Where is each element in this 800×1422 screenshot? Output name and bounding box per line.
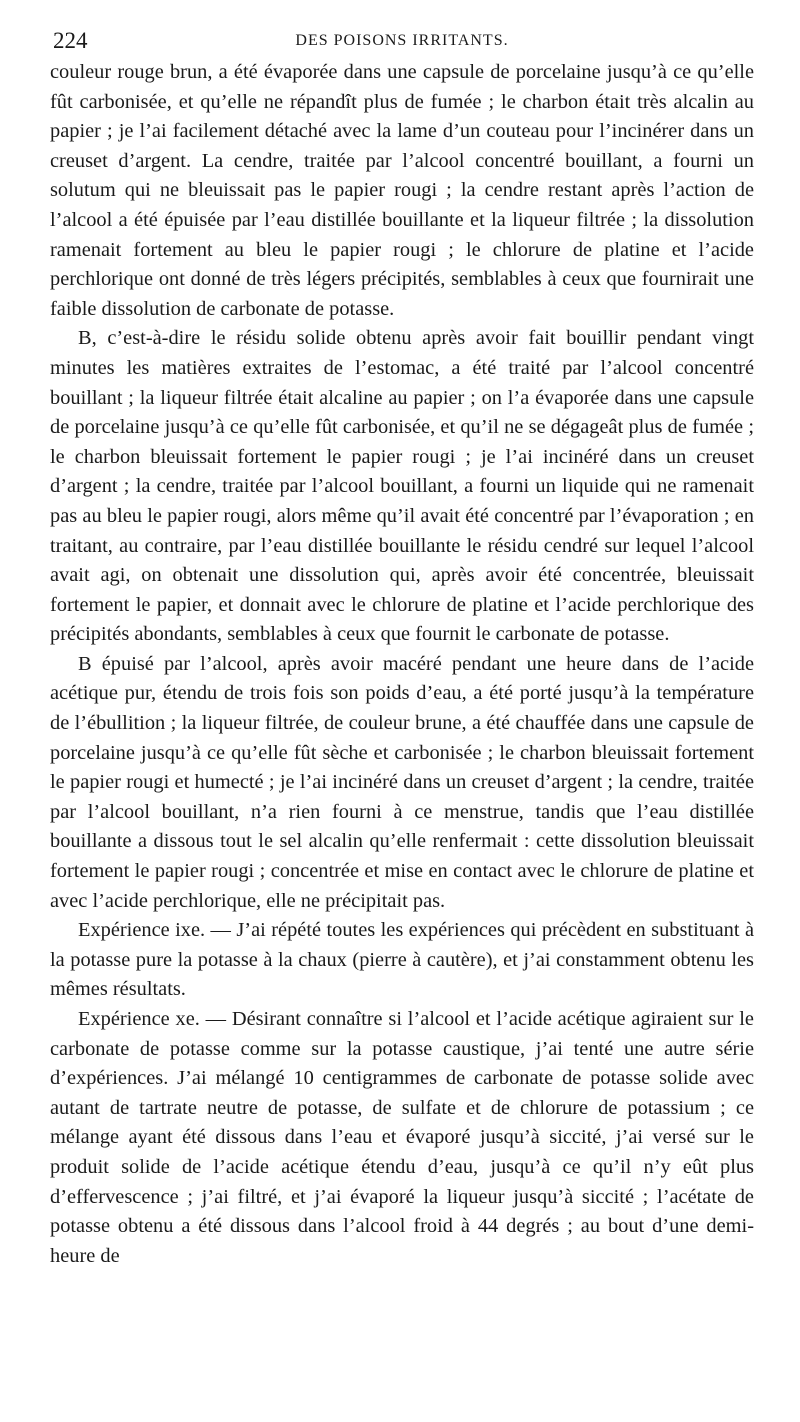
paragraph: Expérience xe. — Désirant connaître si l’alcool et l’acide acétique agiraient sur le carbonate de potasse comme sur la potasse caustique, j’ai tenté une autre série d’expériences. J’ai mélangé 10 centigrammes de carbonate de potasse solide avec autant de tartrate neutre de potasse, de sulfate et de chlorure de potassium ; ce mélange ayant été dissous dans l’eau et évaporé jusqu’à siccité, j’ai versé sur le produit solide de l’acide acétique étendu d’eau, jusqu’à ce qu’il n’y eût plus d’effervescence ; j’ai filtré, et j’ai évaporé la liqueur jusqu’à siccité ; l’acétate de potasse obtenu a été dissous dans l’alcool froid à 44 degrés ; au bout d’une demi-heure de <box>50 1008 754 1267</box>
book-page <box>50 22 754 1271</box>
page-header <box>50 22 754 58</box>
paragraph: couleur rouge brun, a été évaporée dans une capsule de porcelaine jusqu’à ce qu’elle fût carbonisée, et qu’elle ne répandît plus de fumée ; le charbon était très alcalin au papier ; je l’ai facilement détaché avec la lame d’un couteau pour l’incinérer dans un creuset d’argent. La cendre, traitée par l’alcool concentré bouillant, a fourni un solutum qui ne bleuissait pas le papier rougi ; la cendre restant après l’action de l’alcool a été épuisée par l’eau distillée bouillante et la liqueur filtrée ; la dissolution ramenait fortement au bleu le papier rougi ; le chlorure de platine et l’acide perchlorique ont donné de très légers précipités, semblables à ceux que fournirait une faible dissolution de carbonate de potasse. <box>50 61 754 320</box>
body-text <box>50 58 754 1271</box>
running-head: DES POISONS IRRITANTS. <box>295 32 509 49</box>
paragraph: B épuisé par l’alcool, après avoir macéré pendant une heure dans de l’acide acétique pur, étendu de trois fois son poids d’eau, a été porté jusqu’à la température de l’ébullition ; la liqueur filtrée, de couleur brune, a été chauffée dans une capsule de porcelaine jusqu’à ce qu’elle fût sèche et carbonisée ; le charbon bleuissait fortement le papier rougi et humecté ; je l’ai incinéré dans un creuset d’argent ; la cendre, traitée par l’alcool bouillant, n’a rien fourni à ce menstrue, tandis que l’eau distillée bouillante a dissous tout le sel alcalin qu’elle renfermait : cette dissolution bleuissait fortement le papier rougi ; concentrée et mise en contact avec le chlorure de platine et avec l’acide perchlorique, elle ne précipitait pas. <box>50 652 754 912</box>
paragraph: Expérience ixe. — J’ai répété toutes les expériences qui précèdent en substituant à la potasse pure la potasse à la chaux (pierre à cautère), et j’ai constamment obtenu les mêmes résultats. <box>50 919 754 1001</box>
page-number: 224 <box>53 28 88 53</box>
paragraph: B, c’est-à-dire le résidu solide obtenu après avoir fait bouillir pendant vingt minutes les matières extraites de l’estomac, a été traité par l’alcool concentré bouillant ; la liqueur filtrée était alcaline au papier ; on l’a évaporée dans une capsule de porcelaine jusqu’à ce qu’elle fût carbonisée, et qu’il ne se dégageât plus de fumée ; le charbon bleuissait fortement le papier rougi ; je l’ai incinéré dans un creuset d’argent ; la cendre, traitée par l’alcool bouillant, a fourni un liquide qui ne ramenait pas au bleu le papier rougi, alors même qu’il avait été concentré par l’évaporation ; en traitant, au contraire, par l’eau distillée bouillante le résidu cendré sur lequel l’alcool avait agi, on obtenait une dissolution qui, après avoir été concentrée, bleuissait fortement le papier, et donnait avec le chlorure de platine et l’acide perchlorique des précipités abondants, semblables à ceux que fournit le carbonate de potasse. <box>50 327 754 646</box>
